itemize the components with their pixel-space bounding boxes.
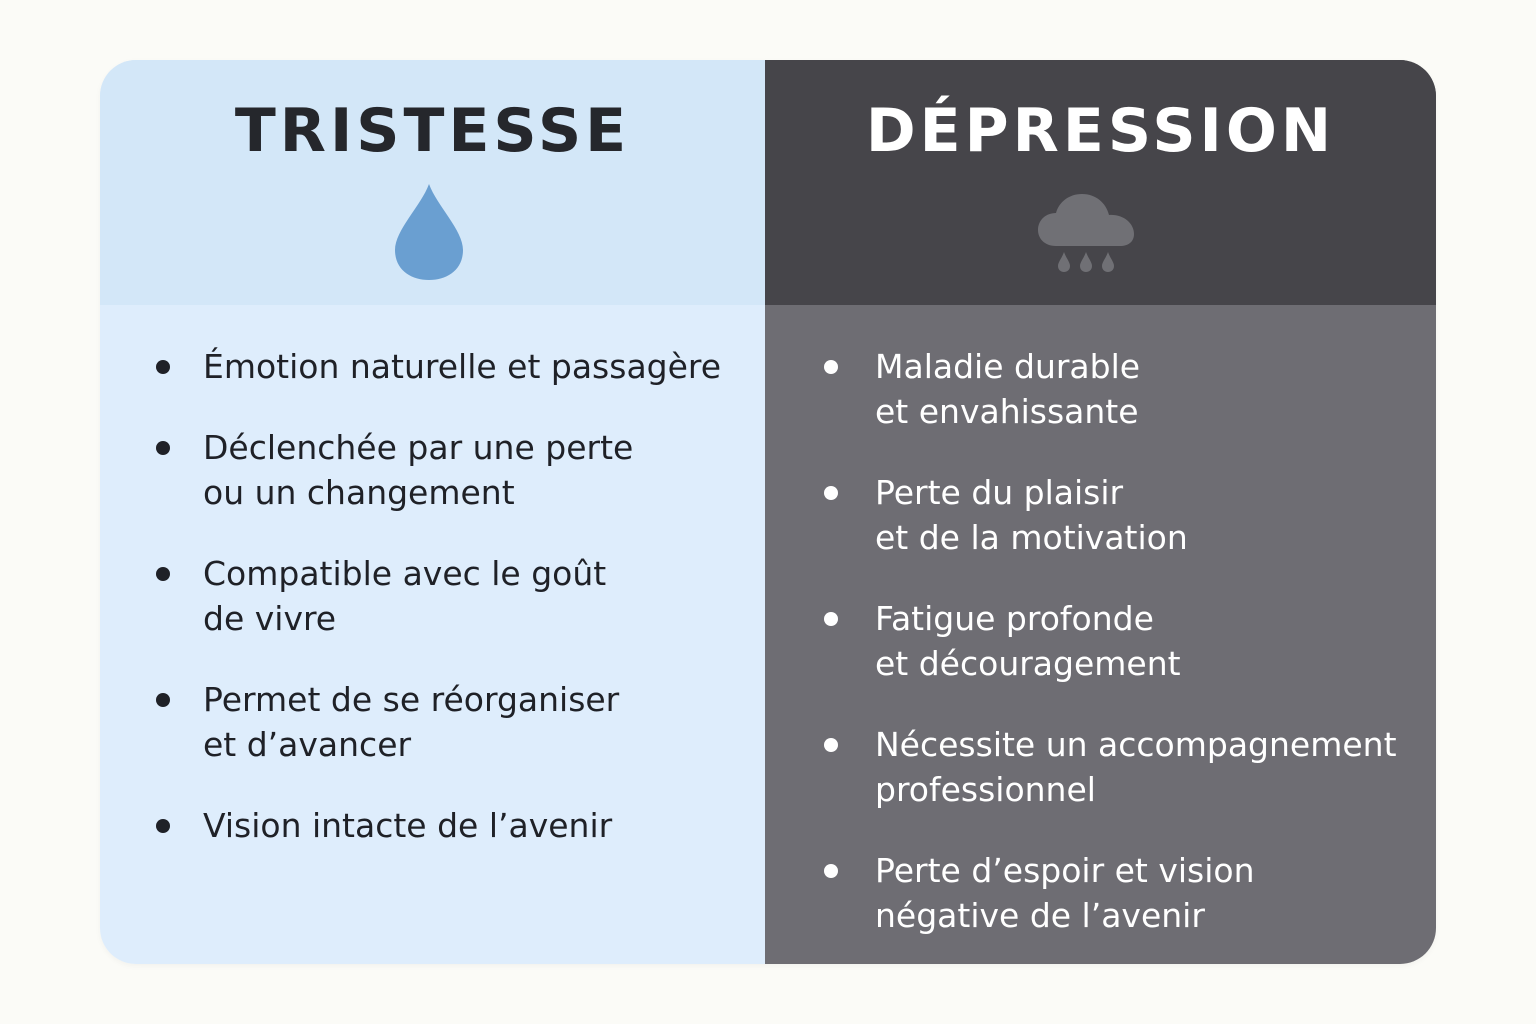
sadness-list <box>100 344 765 884</box>
list-item <box>100 425 765 515</box>
list-item <box>765 596 1436 686</box>
bullet-icon <box>156 819 170 833</box>
droplet-icon <box>393 182 465 282</box>
list-item <box>100 344 765 389</box>
list-item-text: Émotion naturelle et passagère <box>203 347 722 386</box>
sadness-header <box>100 60 765 305</box>
list-item <box>100 677 765 767</box>
rain-cloud-icon <box>1036 192 1136 274</box>
bullet-icon <box>156 693 170 707</box>
list-item-text: Nécessite un accompagnement professionnel <box>875 725 1397 809</box>
bullet-icon <box>824 738 838 752</box>
list-item <box>100 551 765 641</box>
list-item-text: Perte d’espoir et vision négative de l’avenir <box>875 851 1255 935</box>
list-item <box>765 848 1436 938</box>
bullet-icon <box>824 360 838 374</box>
list-item-text: Déclenchée par une perte ou un changement <box>203 428 634 512</box>
bullet-icon <box>824 864 838 878</box>
list-item <box>765 722 1436 812</box>
bullet-icon <box>156 360 170 374</box>
bullet-icon <box>156 567 170 581</box>
list-item-text: Compatible avec le goût de vivre <box>203 554 607 638</box>
sadness-column <box>100 60 765 964</box>
list-item-text: Fatigue profonde et découragement <box>875 599 1181 683</box>
depression-title: DÉPRESSION <box>865 96 1336 166</box>
list-item <box>765 470 1436 560</box>
bullet-icon <box>156 441 170 455</box>
bullet-icon <box>824 612 838 626</box>
list-item-text: Permet de se réorganiser et d’avancer <box>203 680 620 764</box>
sadness-title: TRISTESSE <box>234 96 631 166</box>
bullet-icon <box>824 486 838 500</box>
depression-header <box>765 60 1436 305</box>
comparison-card <box>100 60 1436 964</box>
list-item-text: Maladie durable et envahissante <box>875 347 1141 431</box>
list-item-text: Vision intacte de l’avenir <box>203 806 613 845</box>
list-item <box>100 803 765 848</box>
list-item-text: Perte du plaisir et de la motivation <box>875 473 1188 557</box>
list-item <box>765 344 1436 434</box>
depression-column <box>765 60 1436 964</box>
depression-list <box>765 344 1436 964</box>
